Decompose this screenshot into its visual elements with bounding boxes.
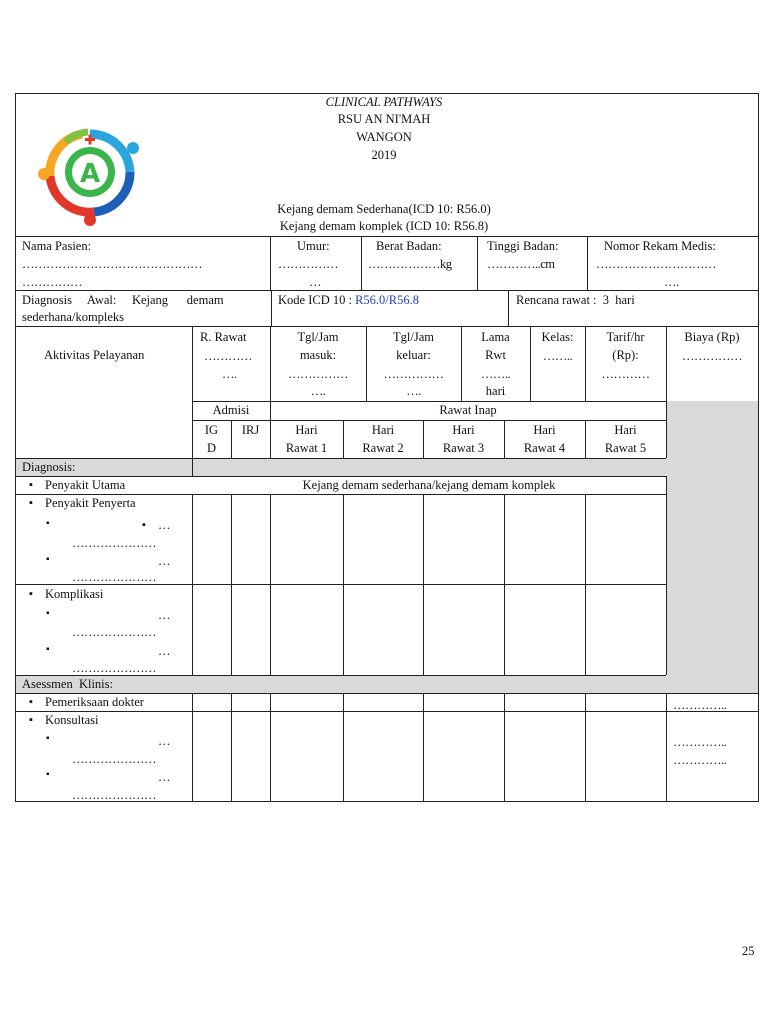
komplikasi-bullet-2: ▪	[46, 644, 50, 655]
biaya-field[interactable]: ……………	[682, 349, 742, 363]
penyakit-utama-label: ▪ Penyakit Utama	[45, 476, 125, 494]
penyakit-penyerta-label: ▪ Penyakit Penyerta	[45, 494, 136, 512]
r-rawat-field[interactable]: …………	[204, 349, 252, 363]
komplikasi-item-2-cont: …………………	[72, 661, 156, 675]
komplikasi-bullet-1: ▪	[46, 608, 50, 619]
nama-pasien-field-cont: ……………	[22, 275, 82, 289]
tgl-masuk-header: Tgl/Jam	[297, 330, 339, 344]
umur-field[interactable]: ……………	[278, 257, 338, 271]
hari-rawat-3-header-2: Rawat 3	[442, 441, 485, 455]
tinggi-badan-label: Tinggi Badan:	[487, 239, 559, 253]
kelas-header: Kelas:	[541, 330, 574, 344]
diagnosis-title-1: Kejang demam Sederhana(ICD 10: R56.0)	[277, 202, 491, 216]
hari-rawat-1-header: Hari	[295, 423, 318, 437]
hospital-name: RSU AN NI'MAH	[337, 112, 431, 126]
penyakit-utama-value: Kejang demam sederhana/kejang demam komplek	[302, 478, 556, 492]
document-title: CLINICAL PATHWAYS	[325, 95, 443, 109]
konsultasi-bullet-2: ▪	[46, 769, 50, 780]
diagnosis-awal-label-cont: sederhana/kompleks	[22, 310, 125, 324]
hospital-city: WANGON	[356, 130, 412, 144]
hari-rawat-4-header: Hari	[533, 423, 556, 437]
tgl-masuk-field-cont: ….	[310, 384, 326, 398]
penyerta-item-1[interactable]: ▪ …	[158, 516, 170, 534]
tgl-masuk-field[interactable]: ……………	[288, 367, 348, 381]
pemeriksaan-dokter-label: ▪ Pemeriksaan dokter	[45, 693, 144, 711]
penyerta-item-1-cont: …………………	[72, 536, 156, 550]
pemeriksaan-biaya-field[interactable]: …………..	[673, 698, 727, 712]
rencana-rawat: Rencana rawat : 3 hari	[516, 293, 635, 307]
konsultasi-item-1-cont: …………………	[72, 752, 156, 766]
igd-header: IG	[204, 423, 219, 437]
komplikasi-item-1-cont: …………………	[72, 625, 156, 639]
tgl-keluar-header: Tgl/Jam	[393, 330, 434, 344]
kode-icd-row	[278, 291, 419, 309]
asesmen-section-label: Asessmen Klinis:	[22, 677, 113, 691]
hari-rawat-4-header-2: Rawat 4	[523, 441, 566, 455]
berat-badan-field[interactable]: ………………kg	[368, 257, 452, 271]
hari-rawat-2-header-2: Rawat 2	[362, 441, 404, 455]
hari-rawat-5-header-2: Rawat 5	[604, 441, 647, 455]
r-rawat-field-cont: ….	[222, 367, 237, 381]
konsultasi-biaya-field-2[interactable]: …………..	[673, 753, 727, 767]
diagnosis-section-bar	[16, 458, 666, 476]
umur-label: Umur:	[297, 239, 330, 253]
berat-badan-label: Berat Badan:	[376, 239, 442, 253]
hari-rawat-2-header: Hari	[371, 423, 395, 437]
tarif-field[interactable]: …………	[601, 367, 650, 381]
asesmen-section-bar	[16, 675, 666, 693]
tarif-header: Tarif/hr	[606, 330, 645, 344]
rekam-medis-field[interactable]: …………………………	[596, 257, 716, 271]
hari-rawat-1-header-2: Rawat 1	[285, 441, 328, 455]
irj-header: IRJ	[241, 423, 260, 437]
konsultasi-item-1[interactable]: …	[158, 734, 170, 748]
biaya-gray-area	[666, 401, 758, 693]
tgl-keluar-header-2: keluar:	[396, 348, 431, 362]
biaya-header: Biaya (Rp)	[684, 330, 740, 344]
penyerta-bullet-2: ▪	[46, 554, 50, 565]
tinggi-badan-field[interactable]: …………..cm	[487, 257, 555, 271]
diagnosis-title-2: Kejang demam komplek (ICD 10: R56.8)	[279, 219, 489, 233]
diagnosis-section-label: Diagnosis:	[22, 460, 76, 474]
aktivitas-pelayanan-header: Aktivitas Pelayanan	[44, 348, 145, 362]
tgl-keluar-field[interactable]: ……………	[383, 367, 444, 381]
tarif-header-2: (Rp):	[612, 348, 639, 362]
penyerta-item-2-cont: …………………	[72, 570, 156, 584]
komplikasi-label: ▪ Komplikasi	[45, 585, 103, 603]
document-year: 2019	[371, 148, 397, 162]
svg-text:A: A	[79, 159, 101, 189]
konsultasi-item-2[interactable]: …	[158, 770, 170, 784]
rekam-medis-label: Nomor Rekam Medis:	[604, 239, 716, 253]
konsultasi-item-2-cont: …………………	[72, 788, 156, 802]
rekam-medis-field-cont: ….	[664, 275, 679, 289]
penyerta-item-2[interactable]: …	[158, 554, 170, 568]
tgl-masuk-header-2: masuk:	[299, 348, 337, 362]
nama-pasien-field[interactable]: ………………………………………	[22, 257, 202, 271]
kode-icd-label: Kode ICD 10 :	[278, 293, 356, 307]
konsultasi-label: ▪ Konsultasi	[45, 711, 98, 729]
konsultasi-biaya-field-1[interactable]: …………..	[673, 735, 727, 749]
nama-pasien-label: Nama Pasien:	[22, 239, 92, 253]
admisi-header: Admisi	[212, 403, 250, 417]
lama-rawat-field[interactable]: ……..	[480, 367, 511, 381]
komplikasi-item-1[interactable]: …	[158, 608, 170, 622]
diagnosis-awal-label: Diagnosis Awal: Kejang demam	[22, 293, 224, 307]
kelas-field[interactable]: ……..	[542, 349, 573, 363]
rawat-inap-header: Rawat Inap	[439, 403, 497, 417]
umur-field-cont: …	[309, 275, 321, 289]
igd-header-2: D	[206, 441, 217, 455]
hari-rawat-5-header: Hari	[614, 423, 637, 437]
penyerta-bullet-1: ▪	[46, 518, 50, 529]
lama-rawat-header: Lama	[481, 330, 510, 344]
lama-rawat-header-2: Rwt	[485, 348, 506, 362]
page-number: 25	[742, 944, 755, 958]
konsultasi-bullet-1: ▪	[46, 733, 50, 744]
r-rawat-header: R. Rawat	[200, 330, 247, 344]
hari-rawat-3-header: Hari	[452, 423, 475, 437]
lama-rawat-unit: hari	[485, 384, 506, 398]
tgl-keluar-field-cont: ….	[406, 384, 421, 398]
komplikasi-item-2[interactable]: …	[158, 644, 170, 658]
kode-icd-value: R56.0/R56.8	[355, 293, 419, 307]
